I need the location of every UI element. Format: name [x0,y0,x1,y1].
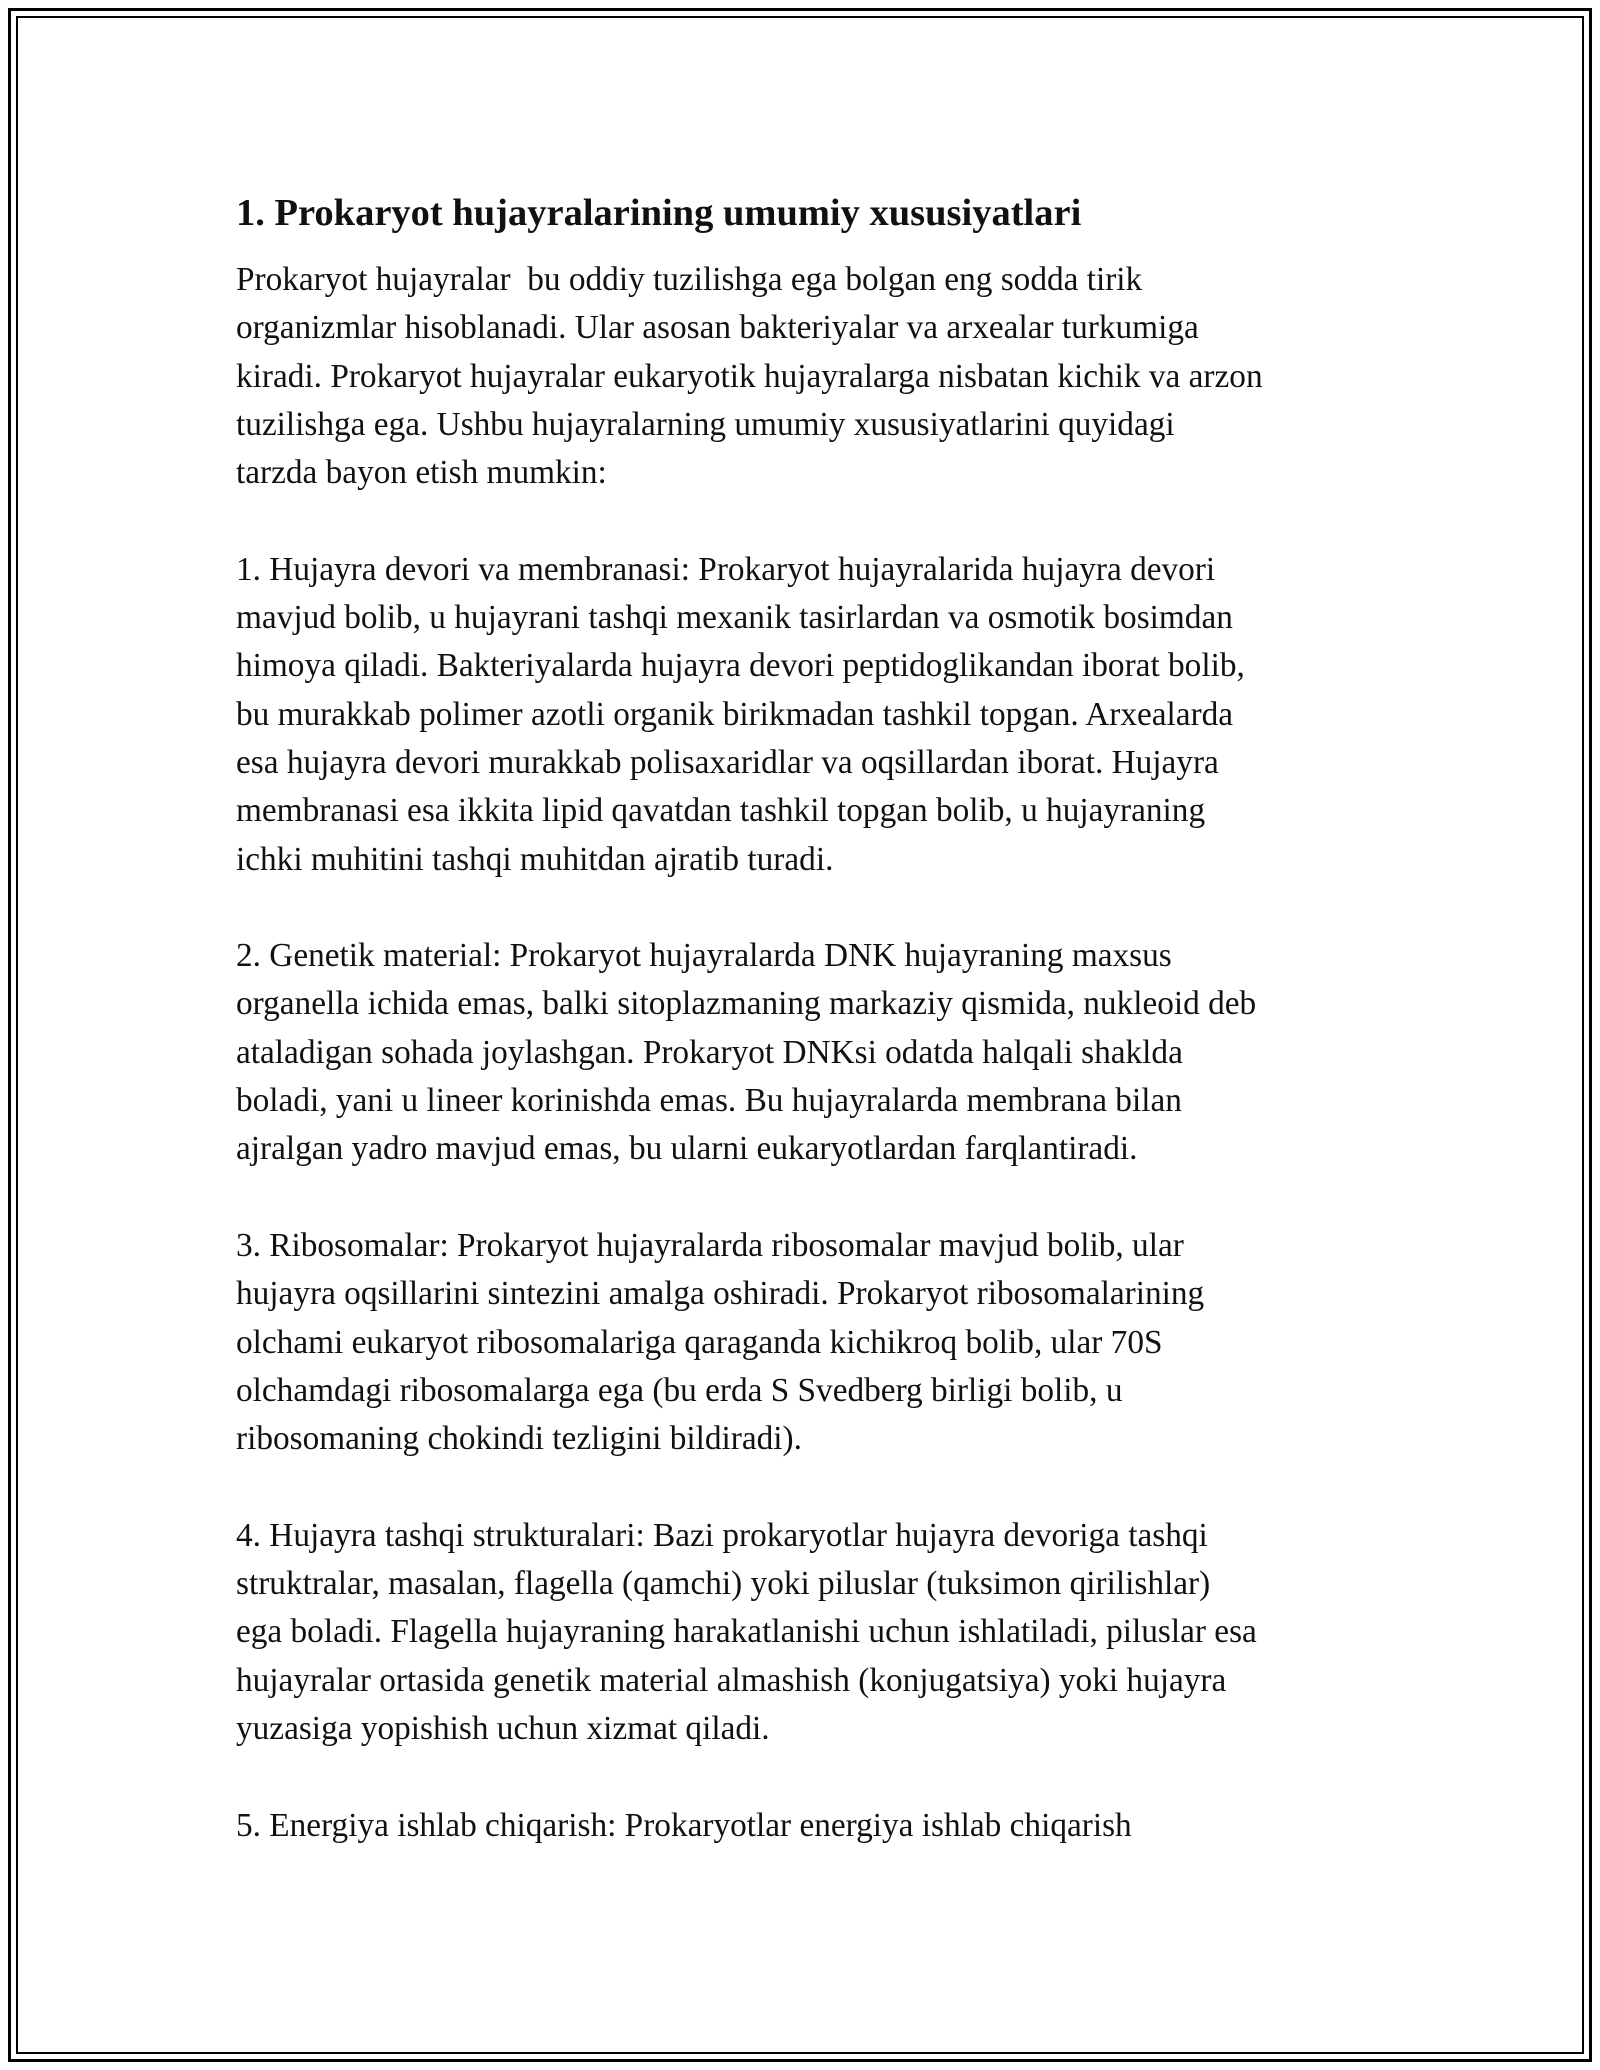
text-line: ichki muhitini tashqi muhitdan ajratib turadi. [236,840,834,878]
text-line: tarzda bayon etish mumkin: [236,454,607,492]
text-line: ribosomaning chokindi tezligini bildiradi). [236,1420,802,1458]
paragraph-genetic-material [236,932,1386,1173]
text-line: membranasi esa ikkita lipid qavatdan tashkil topgan bolib, u hujayraning [236,792,1206,830]
text-line: Prokaryot hujayralar bu oddiy tuzilishga ega bolgan eng sodda tirik [236,261,1143,298]
text-line: bu murakkab polimer azotli organik birikmadan tashkil topgan. Arxealarda [236,695,1234,733]
text-line: 2. Genetik material: Prokaryot hujayralarda DNK hujayraning maxsus [236,937,1172,975]
document-body [236,188,1386,1898]
text-line: yuzasiga yopishish uchun xizmat qiladi. [236,1709,770,1747]
text-line: ajralgan yadro mavjud emas, bu ularni eukaryotlardan farqlantiradi. [236,1130,1138,1168]
text-line: 3. Ribosomalar: Prokaryot hujayralarda ribosomalar mavjud bolib, ular [236,1226,1184,1264]
text-line: olchamdagi ribosomalarga ega (bu erda S Svedberg birligi bolib, u [236,1371,1123,1409]
text-line: organella ichida emas, balki sitoplazmaning markaziy qismida, nukleoid deb [236,985,1257,1023]
text-line: himoya qiladi. Bakteriyalarda hujayra devori peptidoglikandan iborat bolib, [236,647,1245,685]
text-line: esa hujayra devori murakkab polisaxaridlar va oqsillardan iborat. Hujayra [236,743,1219,781]
paragraph-cell-wall [236,546,1386,884]
text-line: struktralar, masalan, flagella (qamchi) yoki piluslar (tuksimon qirilishlar) [236,1565,1211,1603]
text-line: hujayralar ortasida genetik material almashish (konjugatsiya) yoki hujayra [236,1661,1227,1699]
text-line: ega boladi. Flagella hujayraning harakatlanishi uchun ishlatiladi, piluslar esa [236,1613,1257,1651]
text-line: 4. Hujayra tashqi strukturalari: Bazi prokaryotlar hujayra devoriga tashqi [236,1516,1208,1554]
paragraph-energy [236,1802,1386,1850]
text-line: mavjud bolib, u hujayrani tashqi mexanik tasirlardan va osmotik bosimdan [236,599,1233,637]
text-line: 5. Energiya ishlab chiqarish: Prokaryotlar energiya ishlab chiqarish [236,1806,1132,1844]
text-line: olchami eukaryot ribosomalariga qaraganda kichikroq bolib, ular 70S [236,1323,1163,1361]
text-line: kiradi. Prokaryot hujayralar eukaryotik hujayralarga nisbatan kichik va arzon [236,357,1263,395]
text-line: boladi, yani u lineer korinishda emas. Bu hujayralarda membrana bilan [236,1082,1182,1120]
document-title: 1. Prokaryot hujayralarining umumiy xususiyatlari [236,192,1082,234]
text-line: hujayra oqsillarini sintezini amalga oshiradi. Prokaryot ribosomalarining [236,1275,1205,1313]
text-line: ataladigan sohada joylashgan. Prokaryot DNKsi odatda halqali shaklda [236,1033,1183,1071]
paragraph-intro [236,256,1386,497]
paragraph-external-structures [236,1512,1386,1753]
paragraph-ribosomes [236,1222,1386,1463]
text-line: 1. Hujayra devori va membranasi: Prokaryot hujayralarida hujayra devori [236,550,1216,588]
text-line: tuzilishga ega. Ushbu hujayralarning umumiy xususiyatlarini quyidagi [236,405,1175,443]
text-line: organizmlar hisoblanadi. Ular asosan bakteriyalar va arxealar turkumiga [236,309,1199,347]
